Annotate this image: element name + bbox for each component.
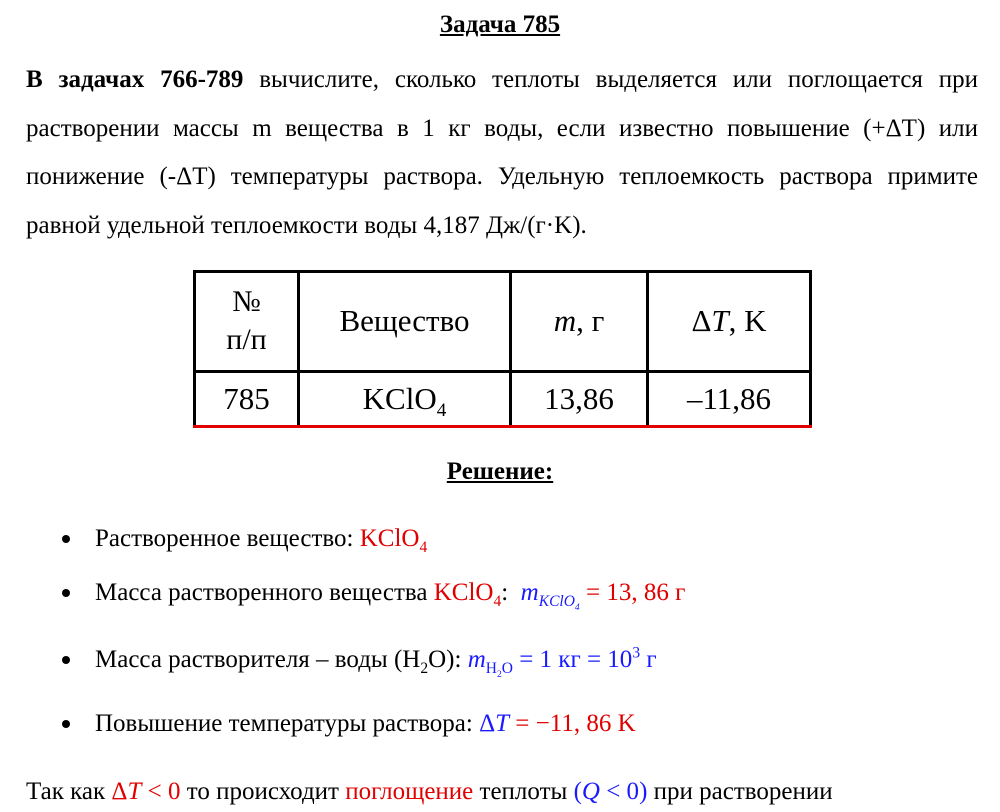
absorption-word: поглощение	[345, 778, 474, 805]
cell-mass: 13,86	[511, 371, 648, 426]
conclusion-text: Так как ΔT < 0 то происходит поглощение теплоты (Q < 0) при растворении	[26, 778, 833, 805]
table-header-row	[195, 272, 811, 372]
problem-statement	[26, 56, 978, 250]
solute-formula: KClO$_4$	[433, 579, 502, 610]
solvent-mass-formula: $m_{H_2O} = 1$ кг = $10^3$ г	[467, 644, 657, 681]
cell-delta-t: –11,86	[648, 371, 811, 426]
header-delta-t: ΔT, K	[648, 272, 811, 372]
header-substance: Вещество	[299, 272, 511, 372]
table-row	[195, 371, 811, 426]
problem-text: вычислите, сколько теплоты выделяется или поглощается при растворении массы m вещества в 1 кг воды, если известно повышение (+ΔT) или понижение (-ΔT) температуры раствора. Удельную теплоемкость раствора примите равной удельной теплоемкости воды 4,187 Дж/(г·K).	[26, 66, 979, 239]
header-mass: m, г	[511, 272, 648, 372]
task-table	[193, 270, 812, 428]
page-title: Задача 785	[439, 11, 561, 38]
cell-substance: KClO$_4$	[299, 371, 511, 426]
header-number: № п/п	[195, 272, 299, 372]
cell-number: 785	[195, 371, 299, 426]
problem-range: В задачах 766-789	[26, 66, 244, 93]
heat-condition: (Q < 0)	[573, 778, 648, 805]
bullet-dot	[62, 589, 70, 597]
bullet-dot	[62, 720, 70, 728]
temperature-change-formula: ΔT = −11, 86 K	[479, 710, 636, 737]
bullet-dot	[62, 656, 70, 664]
solute-mass-formula: $m_{KClO_4} = 13$, 86 г	[520, 579, 686, 614]
solute-formula: KClO$_4$	[359, 525, 428, 556]
solution-title: Решение:	[446, 458, 554, 485]
bullet-dot	[62, 535, 70, 543]
condition-formula: ΔT < 0	[111, 778, 181, 805]
